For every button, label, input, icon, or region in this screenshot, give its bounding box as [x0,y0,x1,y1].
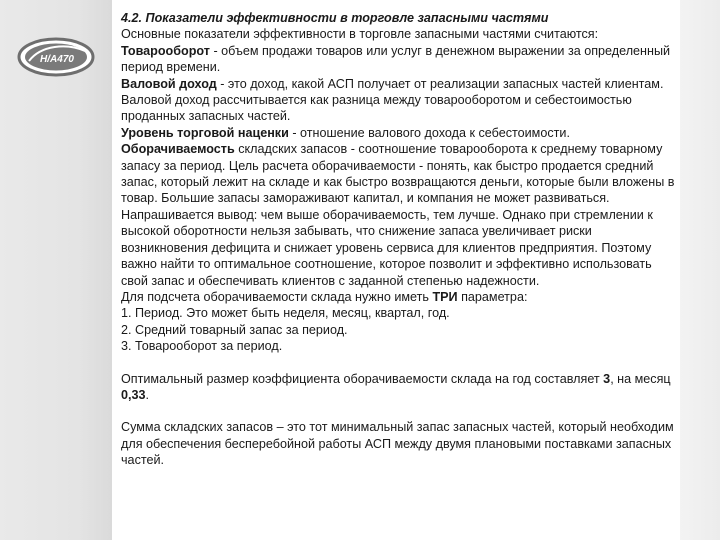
markup-definition: - отношение валового дохода к себестоимости. [288,125,570,140]
intro-text: Основные показатели эффективности в торговле запасными частями считаются: [121,27,599,42]
optimal-text-c: . [145,387,150,402]
markup-term: Уровень торговой наценки [121,125,289,140]
params-lead: Для подсчета оборачиваемости склада нужно иметь [121,289,433,304]
optimal-month-value: 0,33 [121,387,146,402]
right-decorative-band [680,0,720,540]
logo-text: Н/А470 [40,54,74,65]
optimal-year-value: 3 [603,371,611,386]
markup-paragraph [121,125,677,141]
stock-sum-paragraph: Сумма складских запасов – это тот минимальный запас запасных частей, который необходим для обеспечения бесперебойной работы АСП между двумя плановыми поставками запасных частей. [121,420,674,468]
company-logo-icon [17,37,95,77]
params-paragraph [121,289,677,305]
gross-income-definition: - это доход, какой АСП получает от реализации запасных частей клиентам. Валовой доход рассчитывается как разница между товарооборотом и себестоимостью проданных запасных частей. [121,76,664,124]
rotation-paragraph [121,141,677,207]
param-item-stock: 2. Средний товарный запас за период. [121,322,348,337]
spacer [121,355,677,371]
document-body [121,10,677,469]
gross-income-paragraph [121,76,677,125]
optimal-paragraph [121,371,677,404]
params-tail: параметра: [457,289,528,304]
conclusion-paragraph: Напрашивается вывод: чем выше оборачиваемость, тем лучше. Однако при стремлении к высокой оборотности нельзя забывать, что снижение запаса увеличивает риски возникновения дефицита и снижает уровень сервиса для клиентов предприятия. Поэтому важно найти то оптимальное соотношение, которое позволит и эффективно использовать свой запас и обеспечивать клиентов с заданной степенью надежности. [121,207,653,288]
param-item-period: 1. Период. Это может быть неделя, месяц, квартал, год. [121,306,450,321]
gross-income-term: Валовой доход [121,76,217,91]
params-count: ТРИ [432,289,458,304]
section-title: 4.2. Показатели эффективности в торговле запасными частями [121,11,549,25]
rotation-definition: складских запасов - соотношение товарооборота к среднему товарному запасу за период. Цель расчета оборачиваемости - понять, как быстро продается средний запас, который лежит на складе и как быстро возвращаются деньги, которые были вложены в товар. Большие запасы замораживают капитал, и компания не может развиваться. [121,142,675,206]
optimal-text-a: Оптимальный размер коэффициента оборачиваемости склада на год составляет [121,371,604,386]
turnover-paragraph [121,43,677,76]
rotation-term: Оборачиваемость [121,142,235,157]
optimal-text-b: , на месяц [610,371,671,386]
param-item-turnover: 3. Товарооборот за период. [121,339,283,354]
spacer [121,403,677,419]
turnover-definition: - объем продажи товаров или услуг в денежном выражении за определенный период времени. [121,43,671,75]
left-decorative-band [0,0,112,540]
turnover-term: Товарооборот [121,43,210,58]
